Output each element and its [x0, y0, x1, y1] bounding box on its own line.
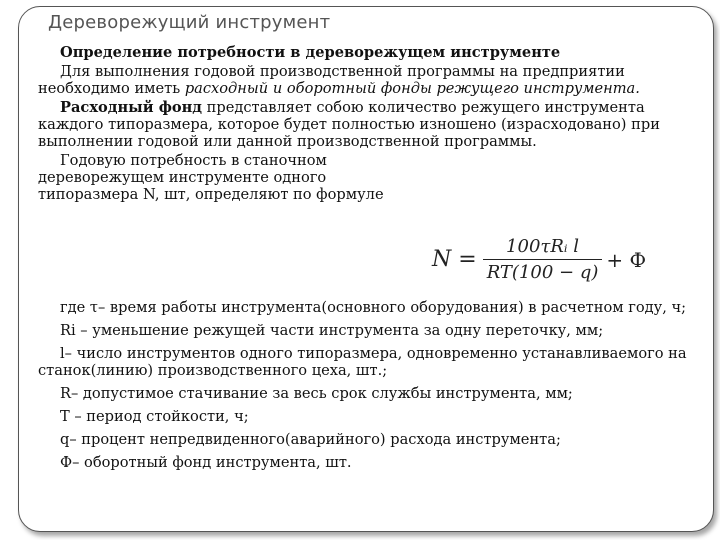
definition-item: Т – период стойкости, ч;: [60, 408, 249, 425]
definition-item: Ri – уменьшение режущей части инструмента за одну переточку, мм;: [60, 322, 604, 339]
definition-item: l– число инструментов одного типоразмера, одновременно устанавливаемого на станок(линию) производственного цеха, шт.;: [38, 345, 687, 379]
demand-formula: [432, 236, 646, 283]
expense-fund-definition: представляет собою количество режущего инструмента каждого типоразмера, которое будет полностью изношено (израсходовано) при выполнении годовой или данной производственной программы.: [38, 99, 660, 150]
definition-item: R– допустимое стачивание за весь срок службы инструмента, мм;: [60, 385, 573, 402]
annual-demand-text: Годовую потребность в станочном дереворежущем инструменте одного типоразмера N, шт, определяют по формуле: [38, 152, 384, 203]
definition-item: где τ– время работы инструмента(основного оборудования) в расчетном году, ч;: [60, 299, 687, 316]
definition-item: q– процент непредвиденного(аварийного) расхода инструмента;: [60, 431, 561, 448]
variable-definitions: [38, 299, 698, 477]
formula-numerator: 100τRᵢ l: [506, 236, 580, 257]
slide-body: [38, 44, 698, 205]
formula-lhs: N =: [432, 247, 477, 272]
definition-item: Ф– оборотный фонд инструмента, шт.: [60, 454, 352, 471]
section-heading: Определение потребности в дереворежущем инструменте: [60, 44, 561, 61]
slide-title: Дереворежущий инструмент: [48, 12, 331, 33]
paragraph-expense-fund: [38, 99, 698, 150]
expense-fund-term: Расходный фонд: [60, 99, 202, 116]
paragraph-funds: [38, 63, 698, 97]
formula-denominator: RT(100 − q): [486, 262, 599, 283]
paragraph-annual-demand: [38, 152, 423, 203]
paragraph-funds-text: Для выполнения годовой производственной программы на предприятии необходимо иметь: [38, 63, 625, 97]
formula-rhs: + Ф: [606, 247, 647, 272]
formula-fraction: [483, 236, 603, 283]
paragraph-funds-italic: расходный и оборотный фонды режущего инструмента.: [184, 80, 640, 97]
